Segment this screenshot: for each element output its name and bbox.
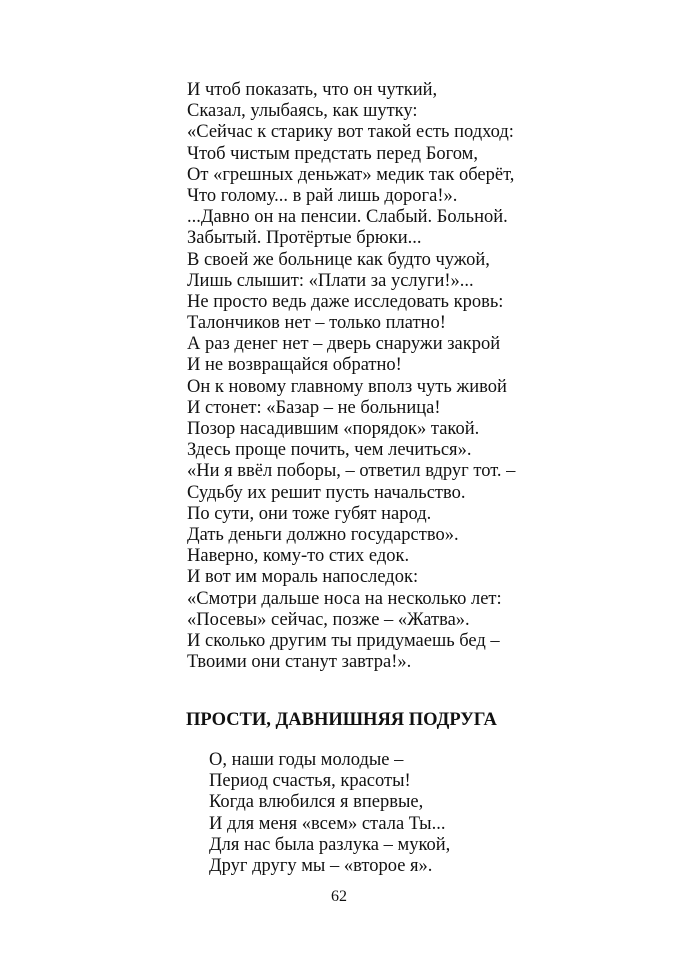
- poem-line: ...Давно он на пенсии. Слабый. Больной.: [187, 207, 508, 228]
- poem-line: И вот им мораль напоследок:: [187, 567, 419, 588]
- poem-line: О, наши годы молодые –: [209, 750, 404, 770]
- poem-line: И не возвращайся обратно!: [187, 355, 402, 376]
- poem-line: Позор насадившим «порядок» такой.: [187, 419, 480, 439]
- poem-line: «Ни я ввёл поборы, – ответил вдруг тот. –: [187, 461, 516, 482]
- poem-line: Период счастья, красоты!: [209, 771, 411, 792]
- page-number: 62: [331, 888, 347, 905]
- poem-line: Забытый. Протёртые брюки...: [187, 228, 422, 249]
- poem-line: «Сейчас к старику вот такой есть подход:: [187, 122, 514, 143]
- poem-line: И для меня «всем» стала Ты...: [209, 813, 446, 834]
- poem-line: Лишь слышит: «Плати за услуги!»...: [187, 270, 474, 291]
- poem-line: Когда влюбился я впервые,: [209, 792, 424, 813]
- poem-line: От «грешных деньжат» медик так оберёт,: [187, 164, 515, 185]
- poem-line: И стонет: «Базар – не больница!: [187, 397, 441, 418]
- poem-line: «Смотри дальше носа на несколько лет:: [187, 588, 502, 609]
- poem-line: Друг другу мы – «второе я».: [209, 855, 433, 876]
- new-poem-stanza: [209, 750, 450, 877]
- poem-line: Что голому... в рай лишь дорога!».: [187, 185, 458, 206]
- poem-line: И сколько другим ты придумаешь бед –: [187, 630, 500, 651]
- poem-line: Для нас была разлука – мукой,: [209, 834, 451, 855]
- poem-title: ПРОСТИ, ДАВНИШНЯЯ ПОДРУГА: [186, 710, 497, 730]
- poem-line: Наверно, кому-то стих едок.: [187, 546, 410, 567]
- poem-line: И чтоб показать, что он чуткий,: [187, 80, 438, 100]
- poem-line: Он к новому главному вполз чуть живой: [187, 376, 507, 397]
- poem-line: Дать деньги должно государство».: [187, 524, 459, 545]
- poem-line: Здесь проще почить, чем лечиться».: [187, 440, 472, 461]
- poem-continuation: [187, 80, 515, 673]
- poem-line: Не просто ведь даже исследовать кровь:: [187, 291, 504, 312]
- poem-line: Твоими они станут завтра!».: [187, 652, 412, 673]
- poem-line: Талончиков нет – только платно!: [187, 313, 446, 334]
- poem-line: Судьбу их решит пусть начальство.: [187, 482, 466, 503]
- poem-line: По сути, они тоже губят народ.: [187, 503, 432, 524]
- poem-line: «Посевы» сейчас, позже – «Жатва».: [187, 609, 470, 630]
- poem-line: В своей же больнице как будто чужой,: [187, 249, 490, 270]
- poem-line: Сказал, улыбаясь, как шутку:: [187, 101, 418, 122]
- poem-line: А раз денег нет – дверь снаружи закрой: [187, 334, 501, 355]
- poem-line: Чтоб чистым предстать перед Богом,: [187, 143, 478, 164]
